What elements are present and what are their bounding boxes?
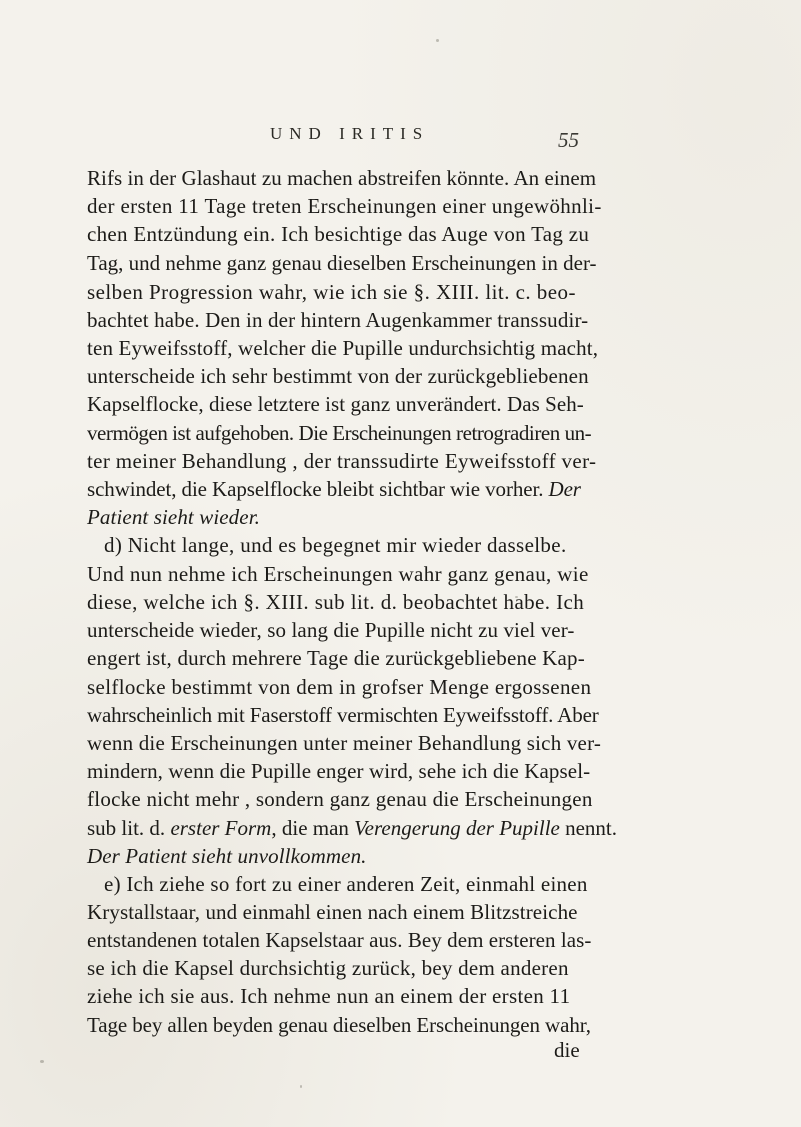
text-line [87,165,596,191]
line-text: vermögen ist aufgehoben. Die Erscheinungen retrogradiren un- [87,421,592,445]
text-line [87,1012,591,1038]
line-text: unterscheide ich sehr bestimmt von der zurückgebliebenen [87,364,589,388]
text-line [87,758,590,784]
paper-speck [515,596,518,598]
text-line [87,815,617,841]
text-line [87,250,597,276]
text-line [87,193,602,219]
italic-text: erster Form [170,816,272,840]
line-text: selflocke bestimmt von dem in grofser Menge ergossenen [87,675,592,699]
line-text: Tage bey allen beyden genau dieselben Erscheinungen wahr, [87,1013,591,1037]
running-title: UND IRITIS [270,124,430,143]
line-text: d) Nicht lange, und es begegnet mir wieder dasselbe. [104,533,567,557]
line-text: Und nun nehme ich Erscheinungen wahr ganz genau, wie [87,562,589,586]
text-line [87,702,599,728]
page-number: 55 [558,128,579,152]
text-line [87,786,593,812]
text-line [87,476,581,502]
text-line [87,843,367,869]
line-text: unterscheide wieder, so lang die Pupille nicht zu viel ver- [87,618,575,642]
paper-speck [40,1060,44,1063]
line-text: e) Ich ziehe so fort zu einer anderen Zeit, einmahl einen [104,872,588,896]
italic-text: Der Patient sieht unvollkommen. [87,844,367,868]
text-line [87,561,589,587]
line-text: bachtet habe. Den in der hintern Augenkammer transsudir- [87,308,589,332]
italic-text: Patient sieht wieder. [87,505,260,529]
line-text: der ersten 11 Tage treten Erscheinungen einer ungewöhnli- [87,194,602,218]
line-text: selben Progression wahr, wie ich sie §. XIII. lit. c. beo- [87,280,576,304]
catchword: die [554,1038,580,1062]
text-line [87,899,578,925]
line-text: entstandenen totalen Kapselstaar aus. Bey dem ersteren las- [87,928,592,952]
line-text: chen Entzündung ein. Ich besichtige das Auge von Tag zu [87,222,590,246]
text-line [87,335,598,361]
line-text: , die man [271,816,355,840]
line-text: ten Eyweifsstoff, welcher die Pupille undurchsichtig macht, [87,336,599,360]
line-text: wahrscheinlich mit Faserstoff vermischten Eyweifsstoff. Aber [87,703,599,727]
text-line [87,983,570,1009]
italic-text: Der [548,477,581,501]
line-text: sub lit. d. [87,816,171,840]
line-text: Krystallstaar, und einmahl einen nach einem Blitzstreiche [87,900,578,924]
text-line [87,589,584,615]
text-line [104,871,588,897]
text-line [87,279,576,305]
line-text: engert ist, durch mehrere Tage die zurückgebliebene Kap- [87,646,585,670]
line-text: nennt. [559,816,618,840]
text-line [87,221,589,247]
line-text: Rifs in der Glashaut zu machen abstreifen könnte. An einem [87,166,597,190]
text-line [87,674,591,700]
line-text: se ich die Kapsel durchsichtig zurück, bey dem anderen [87,956,569,980]
line-text: flocke nicht mehr , sondern ganz genau die Erscheinungen [87,787,593,811]
text-line [87,363,589,389]
text-line [87,448,596,474]
paper-speck [436,39,439,42]
italic-text: Verengerung der Pupille [354,816,560,840]
line-text: Kapselflocke, diese letztere ist ganz unverändert. Das Seh- [87,392,584,416]
text-line [87,730,601,756]
line-text: ter meiner Behandlung , der transsudirte Eyweifsstoff ver- [87,449,597,473]
text-line [87,927,591,953]
text-line [104,532,567,558]
text-line [87,307,588,333]
paper-speck [300,1085,302,1088]
line-text: schwindet, die Kapselflocke bleibt sichtbar wie vorher. [87,477,549,501]
line-text: diese, welche ich §. XIII. sub lit. d. beobachtet habe. Ich [87,590,585,614]
line-text: ziehe ich sie aus. Ich nehme nun an einem der ersten 11 [87,984,571,1008]
text-line [87,617,575,643]
line-text: wenn die Erscheinungen unter meiner Behandlung sich ver- [87,731,602,755]
line-text: Tag, und nehme ganz genau dieselben Erscheinungen in der- [87,251,597,275]
text-line [87,645,585,671]
text-line [87,391,584,417]
text-line [87,504,260,530]
text-line [87,420,591,446]
text-line [87,955,569,981]
line-text: mindern, wenn die Pupille enger wird, sehe ich die Kapsel- [87,759,591,783]
